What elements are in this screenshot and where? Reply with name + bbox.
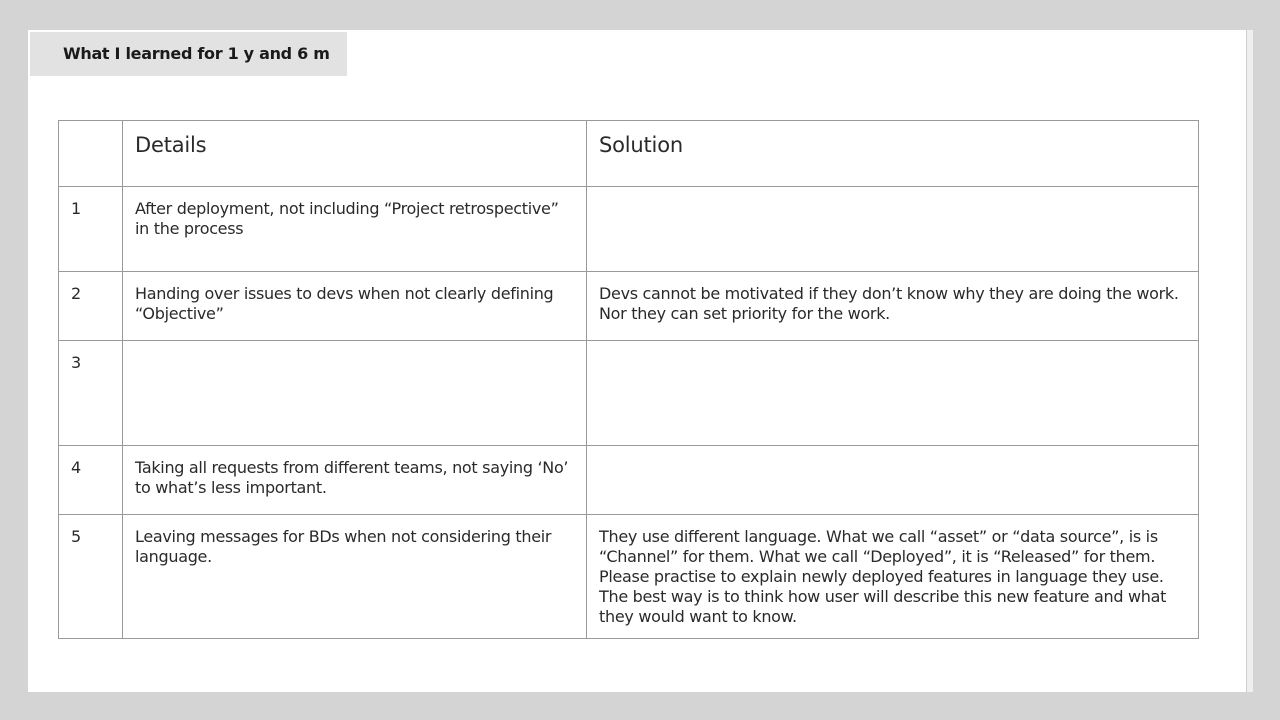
- row-details: Leaving messages for BDs when not considering their language.: [123, 515, 587, 639]
- row-details: Taking all requests from different teams, not saying ‘No’ to what’s less important.: [123, 446, 587, 515]
- row-number: 1: [59, 187, 123, 272]
- table-row: [59, 515, 1199, 639]
- row-details: [123, 341, 587, 446]
- table-row: [59, 446, 1199, 515]
- column-header-details: Details: [123, 121, 587, 187]
- column-header-number: [59, 121, 123, 187]
- learnings-table: [58, 120, 1199, 639]
- slide-title: What I learned for 1 y and 6 m: [30, 32, 347, 76]
- slide-page: [28, 30, 1246, 692]
- row-solution: [587, 341, 1199, 446]
- row-number: 3: [59, 341, 123, 446]
- row-number: 5: [59, 515, 123, 639]
- row-number: 4: [59, 446, 123, 515]
- row-solution: [587, 187, 1199, 272]
- table-row: [59, 272, 1199, 341]
- column-header-solution: Solution: [587, 121, 1199, 187]
- row-number: 2: [59, 272, 123, 341]
- row-details: Handing over issues to devs when not clearly defining “Objective”: [123, 272, 587, 341]
- table-header-row: [59, 121, 1199, 187]
- table-row: [59, 341, 1199, 446]
- page-edge-divider: [1246, 30, 1253, 692]
- row-details: After deployment, not including “Project retrospective” in the process: [123, 187, 587, 272]
- row-solution: [587, 446, 1199, 515]
- row-solution: Devs cannot be motivated if they don’t know why they are doing the work. Nor they can set priority for the work.: [587, 272, 1199, 341]
- row-solution: They use different language. What we call “asset” or “data source”, is is “Channel” for them. What we call “Deployed”, it is “Released” for them. Please practise to explain newly deployed features in language they use. The best way is to think how user will describe this new feature and what they would want to know.: [587, 515, 1199, 639]
- table-row: [59, 187, 1199, 272]
